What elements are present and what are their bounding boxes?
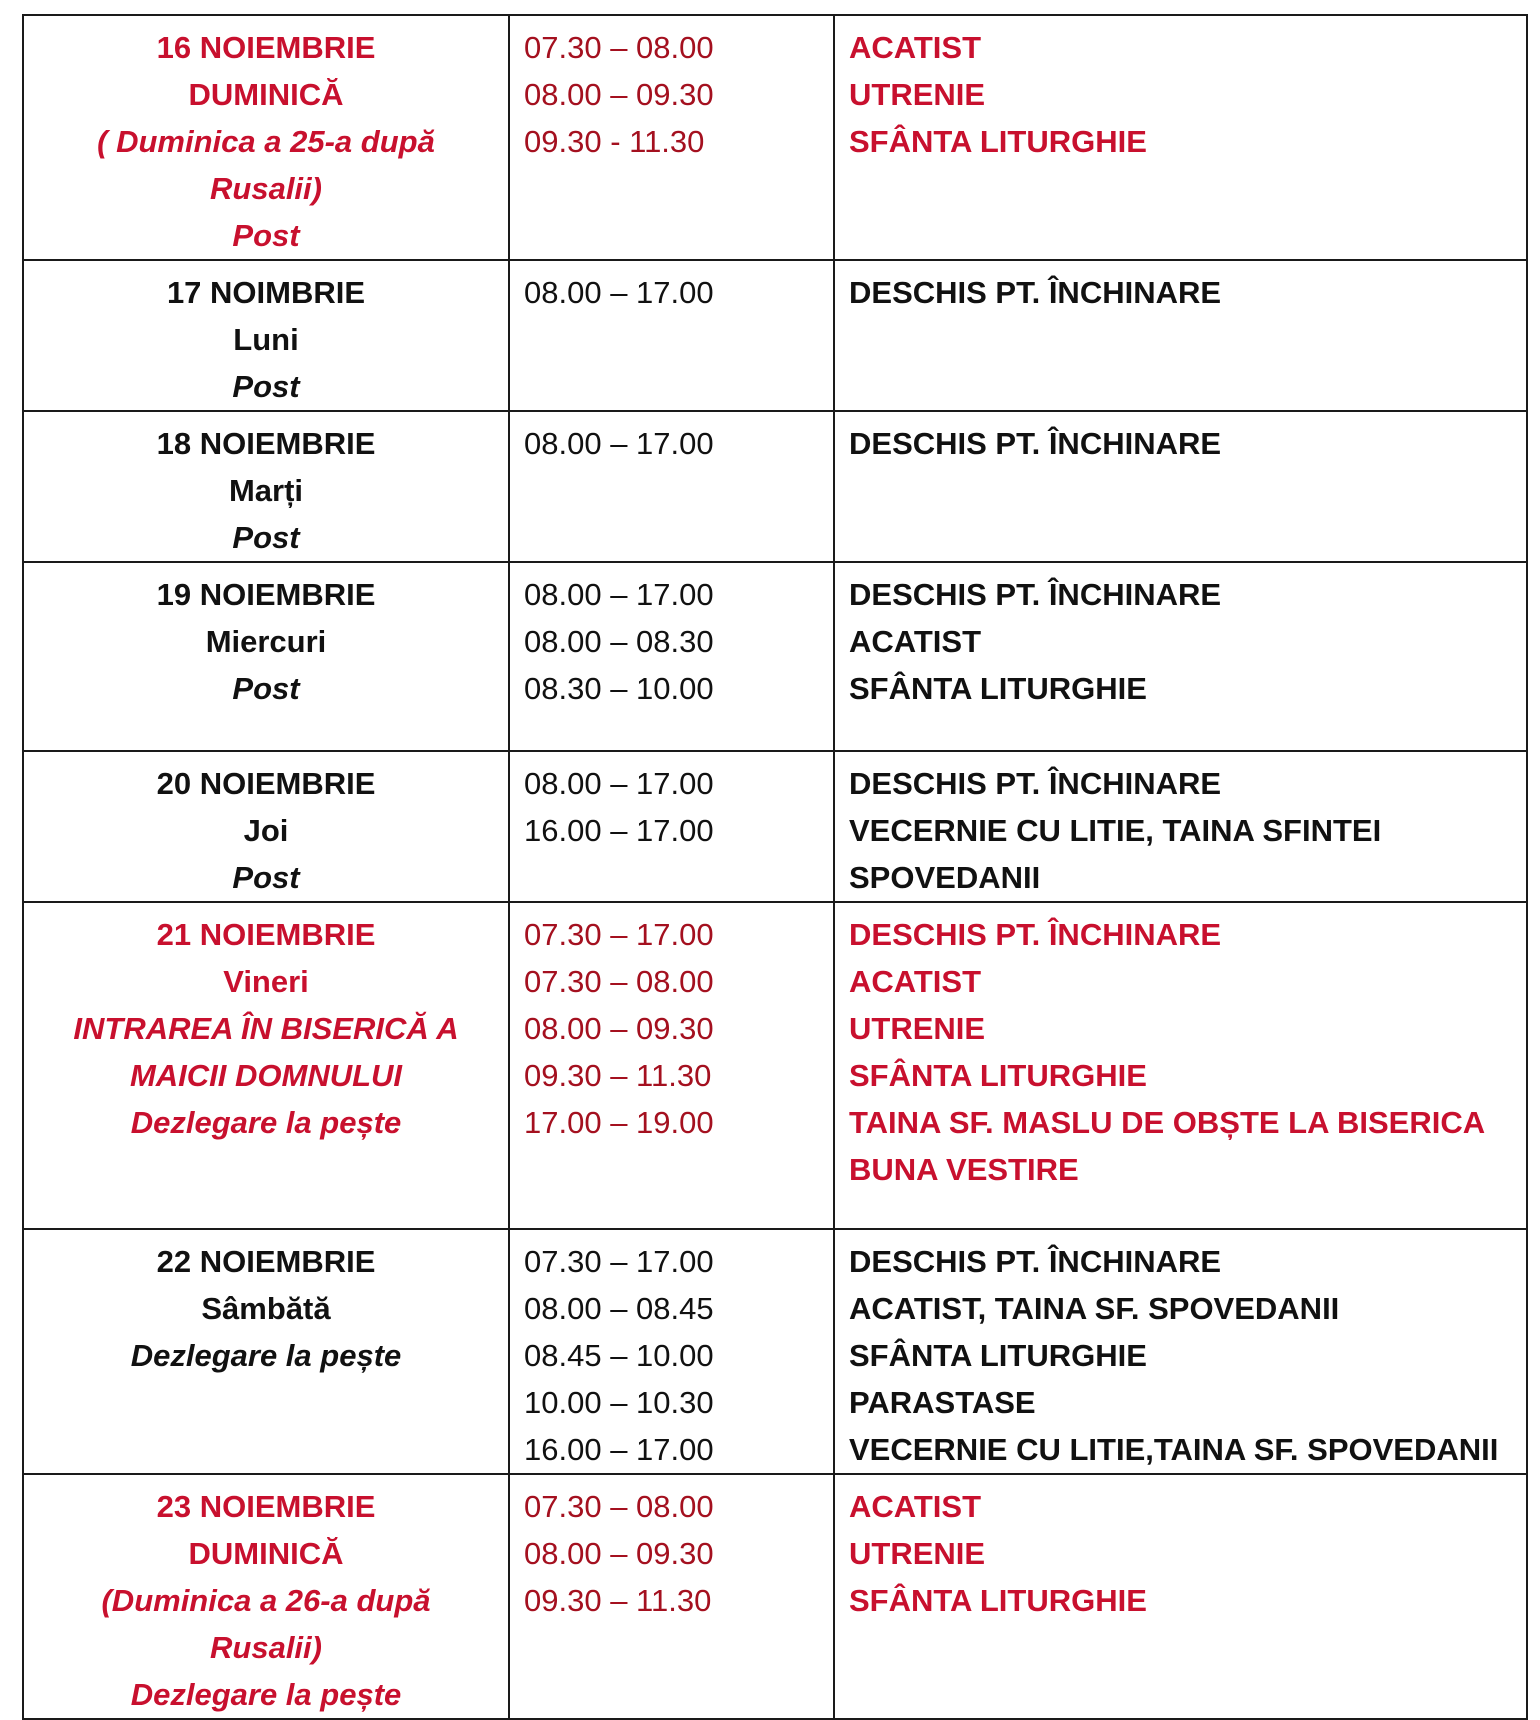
time-interval: 09.30 – 11.30 [524, 1583, 712, 1618]
day-note: MAICII DOMNULUI [129, 1058, 403, 1093]
times-cell [509, 562, 834, 751]
schedule-row [23, 260, 1527, 411]
event-name: UTRENIE [849, 77, 986, 112]
day-note: INTRAREA ÎN BISERICĂ A [73, 1011, 459, 1046]
day-note: Post [232, 369, 300, 404]
event-name: SFÂNTA LITURGHIE [849, 671, 1147, 706]
event-name: BUNA VESTIRE [849, 1152, 1079, 1187]
event-name: SFÂNTA LITURGHIE [849, 1338, 1147, 1373]
event-name: ACATIST [849, 964, 982, 999]
event-name: SFÂNTA LITURGHIE [849, 1583, 1147, 1618]
events-cell [834, 411, 1527, 562]
time-interval: 07.30 – 17.00 [524, 1244, 714, 1279]
schedule-row [23, 751, 1527, 902]
schedule-row [23, 1474, 1527, 1719]
day-date: 21 NOIEMBRIE [156, 917, 376, 952]
day-date: 19 NOIEMBRIE [156, 577, 376, 612]
event-name: ACATIST [849, 624, 982, 659]
schedule-row [23, 1229, 1527, 1474]
time-interval: 16.00 – 17.00 [524, 813, 714, 848]
day-note: Post [232, 860, 300, 895]
day-weekday: Vineri [223, 964, 309, 999]
time-interval: 07.30 – 08.00 [524, 1489, 714, 1524]
event-name: DESCHIS PT. ÎNCHINARE [849, 917, 1222, 952]
day-cell [23, 562, 509, 751]
times-cell [509, 15, 834, 260]
day-date: 23 NOIEMBRIE [156, 1489, 376, 1524]
event-name: TAINA SF. MASLU DE OBȘTE LA BISERICA [849, 1105, 1486, 1140]
times-cell [509, 751, 834, 902]
day-date: 20 NOIEMBRIE [156, 766, 376, 801]
day-note: Dezlegare la pește [130, 1338, 402, 1373]
schedule-row [23, 411, 1527, 562]
day-note: Dezlegare la pește [130, 1105, 402, 1140]
day-weekday: Luni [233, 322, 299, 357]
day-note: Rusalii) [210, 171, 322, 206]
events-cell [834, 902, 1527, 1229]
day-weekday: Miercuri [205, 624, 327, 659]
day-cell [23, 411, 509, 562]
day-note: ( Duminica a 25-a după [97, 124, 435, 159]
event-name: ACATIST, TAINA SF. SPOVEDANII [849, 1291, 1340, 1326]
day-note: Dezlegare la pește [130, 1677, 402, 1712]
time-interval: 17.00 – 19.00 [524, 1105, 714, 1140]
event-name: ACATIST [849, 30, 982, 65]
time-interval: 08.00 – 08.30 [524, 624, 714, 659]
day-cell [23, 15, 509, 260]
event-name: DESCHIS PT. ÎNCHINARE [849, 275, 1222, 310]
event-name: PARASTASE [849, 1385, 1036, 1420]
day-weekday: DUMINICĂ [188, 1536, 344, 1571]
event-name: ACATIST [849, 1489, 982, 1524]
day-cell [23, 751, 509, 902]
time-interval: 08.30 – 10.00 [524, 671, 714, 706]
event-name: SFÂNTA LITURGHIE [849, 1058, 1147, 1093]
time-interval: 07.30 – 08.00 [524, 964, 714, 999]
time-interval: 08.00 – 17.00 [524, 766, 714, 801]
events-cell [834, 751, 1527, 902]
time-interval: 08.00 – 09.30 [524, 1011, 714, 1046]
time-interval: 08.00 – 17.00 [524, 275, 714, 310]
day-cell [23, 260, 509, 411]
time-interval: 09.30 – 11.30 [524, 1058, 712, 1093]
day-weekday: Sâmbătă [201, 1291, 331, 1326]
schedule-body [23, 15, 1527, 1719]
day-note: Post [232, 671, 300, 706]
time-interval: 08.00 – 17.00 [524, 577, 714, 612]
times-cell [509, 1229, 834, 1474]
day-date: 22 NOIEMBRIE [156, 1244, 376, 1279]
day-note: Post [232, 520, 300, 555]
time-interval: 08.00 – 17.00 [524, 426, 714, 461]
day-date: 17 NOIMBRIE [166, 275, 366, 310]
schedule-row [23, 902, 1527, 1229]
events-cell [834, 1229, 1527, 1474]
event-name: DESCHIS PT. ÎNCHINARE [849, 766, 1222, 801]
events-cell [834, 15, 1527, 260]
event-name: VECERNIE CU LITIE,TAINA SF. SPOVEDANII [849, 1432, 1499, 1467]
day-weekday: DUMINICĂ [188, 77, 344, 112]
event-name: SFÂNTA LITURGHIE [849, 124, 1147, 159]
time-interval: 10.00 – 10.30 [524, 1385, 714, 1420]
day-note: (Duminica a 26-a după [101, 1583, 431, 1618]
times-cell [509, 411, 834, 562]
time-interval: 07.30 – 17.00 [524, 917, 714, 952]
schedule-row [23, 562, 1527, 751]
day-date: 16 NOIEMBRIE [156, 30, 376, 65]
times-cell [509, 1474, 834, 1719]
time-interval: 07.30 – 08.00 [524, 30, 714, 65]
event-name: DESCHIS PT. ÎNCHINARE [849, 426, 1222, 461]
events-cell [834, 260, 1527, 411]
schedule-table [22, 14, 1528, 1720]
day-cell [23, 1229, 509, 1474]
day-cell [23, 1474, 509, 1719]
event-name: DESCHIS PT. ÎNCHINARE [849, 577, 1222, 612]
day-note: Post [232, 218, 300, 253]
events-cell [834, 562, 1527, 751]
time-interval: 08.00 – 09.30 [524, 1536, 714, 1571]
time-interval: 08.00 – 09.30 [524, 77, 714, 112]
day-cell [23, 902, 509, 1229]
event-name: VECERNIE CU LITIE, TAINA SFINTEI [849, 813, 1382, 848]
day-note: Rusalii) [210, 1630, 322, 1665]
time-interval: 08.00 – 08.45 [524, 1291, 714, 1326]
event-name: UTRENIE [849, 1011, 986, 1046]
times-cell [509, 902, 834, 1229]
event-name: DESCHIS PT. ÎNCHINARE [849, 1244, 1222, 1279]
time-interval: 09.30 - 11.30 [524, 124, 705, 159]
times-cell [509, 260, 834, 411]
day-date: 18 NOIEMBRIE [156, 426, 376, 461]
events-cell [834, 1474, 1527, 1719]
event-name: UTRENIE [849, 1536, 986, 1571]
time-interval: 16.00 – 17.00 [524, 1432, 714, 1467]
schedule-row [23, 15, 1527, 260]
day-weekday: Joi [243, 813, 289, 848]
day-weekday: Marți [228, 473, 304, 508]
time-interval: 08.45 – 10.00 [524, 1338, 714, 1373]
event-name: SPOVEDANII [849, 860, 1041, 895]
